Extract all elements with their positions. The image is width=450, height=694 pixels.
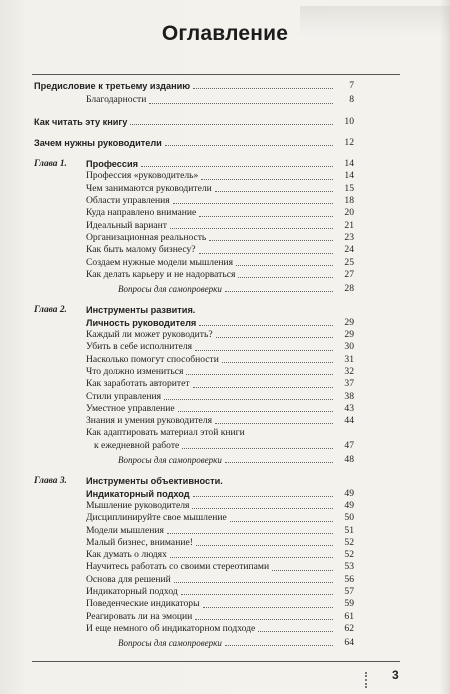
toc-entry[interactable]	[34, 116, 354, 128]
toc-entry-title: Как думать о людях	[86, 549, 167, 561]
table-of-contents	[34, 80, 354, 655]
toc-entry[interactable]	[34, 170, 354, 182]
leader-dots	[193, 387, 333, 388]
leader-dots	[199, 216, 333, 217]
toc-entry-page: 31	[344, 353, 354, 365]
page-title: Оглавление	[161, 22, 289, 45]
toc-entry[interactable]	[34, 329, 354, 341]
toc-chapter-1	[34, 158, 354, 295]
leader-dots	[199, 325, 333, 326]
toc-entry-title: Куда направлено внимание	[86, 207, 197, 219]
leader-dots	[196, 545, 333, 546]
toc-entry[interactable]	[34, 623, 354, 635]
toc-entry-page: 27	[344, 268, 354, 280]
toc-entry[interactable]	[34, 257, 354, 269]
leader-dots	[193, 496, 333, 497]
chapter-heading[interactable]	[34, 475, 354, 487]
leader-dots	[167, 533, 333, 534]
leader-dots	[203, 607, 333, 608]
leader-dots	[225, 645, 333, 646]
chapter-heading[interactable]	[34, 304, 354, 316]
toc-entry-title: Предисловие к третьему изданию	[34, 81, 191, 91]
toc-entry-title: Профессия «руководитель»	[86, 170, 199, 182]
toc-entry[interactable]	[34, 341, 354, 353]
toc-entry-title: Как делать карьеру и не надорваться	[86, 268, 236, 280]
leader-dots	[201, 179, 333, 180]
toc-entry-title: Как заработать авторитет	[86, 378, 190, 390]
toc-entry[interactable]	[34, 269, 354, 281]
toc-intro	[34, 80, 354, 149]
toc-entry-title: Как адаптировать материал этой книги	[86, 427, 245, 439]
toc-entry-page: 47	[344, 439, 354, 451]
toc-entry-title: Насколько помогут способности	[86, 353, 219, 365]
leader-dots	[230, 521, 333, 522]
toc-entry-title: Каждый ли может руководить?	[86, 329, 213, 341]
toc-entry-line1[interactable]	[34, 427, 354, 439]
chapter-heading[interactable]	[34, 158, 354, 170]
margin-dotted-mark	[365, 672, 369, 688]
chapter-heading-cont[interactable]	[34, 317, 354, 329]
chapter-page: 29	[344, 316, 354, 328]
toc-entry[interactable]	[34, 183, 354, 195]
toc-entry[interactable]	[34, 500, 354, 512]
chapter-title: Инструменты развития.	[86, 305, 196, 316]
toc-entry-title: Знания и умения руководителя	[86, 415, 212, 427]
chapter-label: Глава 2.	[34, 305, 67, 316]
chapter-title: Профессия	[86, 159, 138, 170]
toc-entry-page: 10	[344, 115, 354, 127]
top-divider	[32, 74, 400, 75]
toc-entry-title: Поведенческие индикаторы	[86, 598, 200, 610]
toc-entry[interactable]	[34, 207, 354, 219]
toc-entry[interactable]	[34, 549, 354, 561]
toc-entry[interactable]	[34, 415, 354, 427]
toc-entry-line2[interactable]	[34, 440, 354, 452]
leader-dots	[130, 124, 333, 125]
toc-entry-page: 48	[344, 454, 354, 466]
leader-dots	[215, 191, 333, 192]
toc-entry[interactable]	[34, 525, 354, 537]
toc-entry[interactable]	[34, 94, 354, 106]
toc-entry-page: 29	[344, 329, 354, 341]
toc-entry-page: 30	[344, 341, 354, 353]
toc-entry-title-cont: к ежедневной работе	[94, 439, 180, 451]
page-edge-shadow	[440, 0, 450, 694]
toc-entry-page: 15	[344, 182, 354, 194]
toc-entry[interactable]	[34, 391, 354, 403]
toc-entry[interactable]	[34, 137, 354, 149]
toc-entry[interactable]	[34, 195, 354, 207]
page-number: 3	[392, 668, 399, 682]
toc-entry-page: 18	[344, 195, 354, 207]
toc-entry-title: Зачем нужны руководители	[34, 137, 162, 148]
toc-entry-page: 52	[344, 549, 354, 561]
toc-entry-page: 43	[344, 402, 354, 414]
leader-dots	[182, 448, 333, 449]
toc-entry-page: 28	[344, 283, 354, 295]
toc-entry[interactable]	[34, 598, 354, 610]
leader-dots	[258, 631, 333, 632]
leader-dots	[192, 508, 333, 509]
toc-entry[interactable]	[34, 611, 354, 623]
toc-entry-title: Малый бизнес, внимание!	[86, 536, 193, 548]
toc-entry[interactable]	[34, 378, 354, 390]
leader-dots	[164, 399, 333, 400]
toc-entry-page: 49	[344, 499, 354, 511]
toc-entry-page: 8	[349, 94, 354, 106]
toc-entry-title: Как читать эту книгу	[34, 116, 128, 127]
leader-dots	[222, 362, 333, 363]
toc-entry[interactable]	[34, 574, 354, 586]
toc-entry-title: Области управления	[86, 195, 170, 207]
chapter-title: Инструменты объективности.	[86, 476, 223, 487]
toc-entry-page: 20	[344, 207, 354, 219]
toc-entry-title: Индикаторный подход	[86, 585, 178, 597]
toc-entry-page: 56	[344, 573, 354, 585]
toc-entry-title: Модели мышления	[86, 524, 164, 536]
toc-entry-title: Мышление руководителя	[86, 499, 190, 511]
toc-entry-title: Научитесь работать со своими стереотипами	[86, 561, 270, 573]
leader-dots	[165, 145, 333, 146]
leader-dots	[141, 166, 333, 167]
toc-entry-page: 24	[344, 244, 354, 256]
toc-entry-page: 7	[349, 80, 354, 91]
toc-entry-title: Дисциплинируйте свое мышление	[86, 512, 227, 524]
chapter-page: 14	[344, 158, 354, 170]
leader-dots	[193, 88, 333, 89]
toc-entry-title: Благодарности	[86, 94, 147, 106]
chapter-page: 49	[344, 487, 354, 499]
toc-entry-page: 14	[344, 170, 354, 182]
toc-entry-title: И еще немного об индикаторном подходе	[86, 622, 256, 634]
toc-entry-page: 37	[344, 378, 354, 390]
chapter-label: Глава 3.	[34, 476, 67, 487]
chapter-title: Личность руководителя	[86, 317, 197, 328]
leader-dots	[225, 291, 333, 292]
toc-questions-entry[interactable]	[34, 454, 354, 466]
toc-entry[interactable]	[34, 80, 354, 92]
toc-entry-page: 51	[344, 524, 354, 536]
bottom-divider	[32, 661, 400, 662]
toc-entry-title: Уместное управление	[86, 402, 175, 414]
leader-dots	[225, 462, 333, 463]
toc-entry-title: Вопросы для самопроверки	[118, 284, 222, 295]
toc-entry-page: 44	[344, 415, 354, 427]
toc-entry[interactable]	[34, 220, 354, 232]
toc-entry[interactable]	[34, 512, 354, 524]
toc-entry-page: 21	[344, 219, 354, 231]
toc-entry-page: 23	[344, 231, 354, 243]
leader-dots	[199, 253, 333, 254]
toc-entry-title: Идеальный вариант	[86, 219, 167, 231]
toc-entry-title: Вопросы для самопроверки	[118, 638, 222, 649]
toc-entry-page: 53	[344, 561, 354, 573]
toc-entry-title: Основа для решений	[86, 573, 171, 585]
leader-dots	[149, 103, 333, 104]
toc-entry-page: 57	[344, 585, 354, 597]
toc-entry-title: Реагировать ли на эмоции	[86, 610, 193, 622]
leader-dots	[186, 374, 333, 375]
toc-entry[interactable]	[34, 561, 354, 573]
leader-dots	[272, 570, 333, 571]
leader-dots	[170, 228, 333, 229]
toc-chapter-3	[34, 475, 354, 649]
toc-entry-page: 25	[344, 256, 354, 268]
toc-entry-title: Создаем нужные модели мышления	[86, 256, 234, 268]
toc-entry-title: Стили управления	[86, 390, 162, 402]
toc-entry-title: Как быть малому бизнесу?	[86, 244, 196, 256]
toc-entry-page: 62	[344, 622, 354, 634]
toc-questions-entry[interactable]	[34, 283, 354, 295]
leader-dots	[195, 619, 333, 620]
leader-dots	[209, 240, 333, 241]
toc-entry-page: 38	[344, 390, 354, 402]
toc-entry[interactable]	[34, 366, 354, 378]
leader-dots	[215, 423, 333, 424]
toc-entry-page: 52	[344, 536, 354, 548]
leader-dots	[170, 557, 333, 558]
leader-dots	[216, 337, 333, 338]
leader-dots	[178, 411, 333, 412]
toc-chapter-2	[34, 304, 354, 466]
toc-questions-entry[interactable]	[34, 637, 354, 649]
toc-entry-title: Чем занимаются руководители	[86, 182, 212, 194]
chapter-label: Глава 1.	[34, 159, 67, 170]
toc-entry-page: 50	[344, 512, 354, 524]
leader-dots	[195, 350, 333, 351]
toc-entry-title: Вопросы для самопроверки	[118, 455, 222, 466]
toc-entry[interactable]	[34, 232, 354, 244]
leader-dots	[174, 582, 333, 583]
toc-entry-title: Убить в себе исполнителя	[86, 341, 193, 353]
toc-entry-page: 12	[344, 136, 354, 148]
toc-entry-page: 61	[344, 610, 354, 622]
toc-entry-title: Организационная реальность	[86, 231, 207, 243]
chapter-title: Индикаторный подход	[86, 488, 190, 499]
toc-entry-page: 59	[344, 598, 354, 610]
toc-entry[interactable]	[34, 403, 354, 415]
toc-entry-page: 32	[344, 365, 354, 377]
leader-dots	[181, 594, 333, 595]
toc-entry[interactable]	[34, 354, 354, 366]
toc-entry[interactable]	[34, 537, 354, 549]
toc-entry-page: 64	[344, 637, 354, 649]
toc-entry-title: Что должно измениться	[86, 365, 184, 377]
chapter-heading-cont[interactable]	[34, 488, 354, 500]
leader-dots	[236, 265, 333, 266]
toc-entry[interactable]	[34, 586, 354, 598]
leader-dots	[238, 277, 333, 278]
toc-entry[interactable]	[34, 244, 354, 256]
leader-dots	[173, 203, 333, 204]
